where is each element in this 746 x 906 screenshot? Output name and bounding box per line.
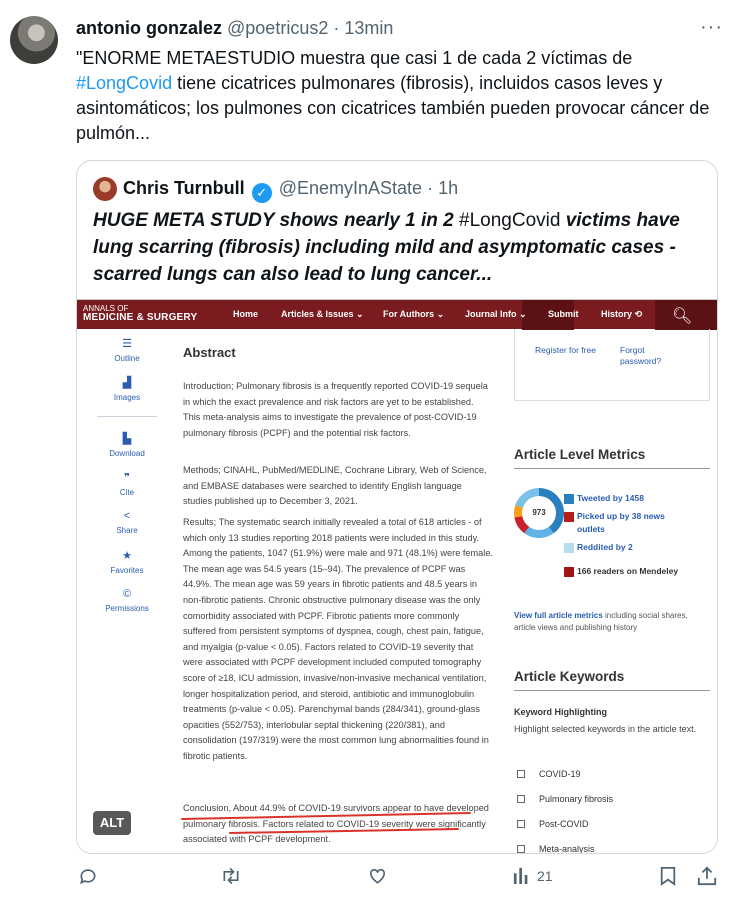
views-icon[interactable] [513, 866, 553, 890]
retweet-icon[interactable] [220, 866, 242, 892]
sidebar-cite: ❞ Cite [97, 471, 157, 497]
quote-author-name[interactable]: Chris Turnbull [123, 178, 245, 198]
timestamp[interactable]: 13min [344, 18, 394, 38]
list-icon: ☰ [122, 338, 132, 350]
checkbox-icon [517, 820, 525, 828]
journal-navbar [77, 299, 718, 329]
quote-timestamp[interactable]: 1h [438, 178, 459, 198]
share-icon: < [123, 510, 131, 522]
checkbox-icon [517, 845, 525, 853]
metrics-title: Article Level Metrics [514, 447, 646, 462]
altmetric-score: 973 [522, 496, 556, 530]
forgot-password-link: Forgot password? [620, 345, 662, 366]
nav-history: History ⟲ [601, 309, 643, 319]
author-handle[interactable]: @poetricus2 [227, 18, 329, 38]
quote-avatar[interactable] [93, 177, 117, 201]
separator: · [333, 18, 340, 38]
more-horizontal-icon[interactable]: ··· [700, 16, 723, 38]
abstract-results: Results; The systematic search initially revealed a total of 618 articles - of which only 13 studies reporting 2018 patients were included in this study. Among the patients, 1047 (51.9%) were male and 971 (48.1%) were female. The mean age was 54.5 years (15–94). The prevalence of PCPF was 44.9%. The mean age was 59 years in fibrotic patients and 48.5 years in non-fibrotic patients. Chronic obstructive pulmonary disease was the only comorbidity associated with PCPF. Fibrotic patients more commonly suffered from persistent symptoms of dyspnea, cough, chest pain, fatigue, and myalgia (p-value < 0.05). Factors related to COVID-19 severity that were associated with PCPF development included computed tomography score of ≥18, ICU admission, invasive/non-invasive mechanical ventilation, longer hospitalization period, and steroid, antibiotic and immunoglobulin treatments (p-value < 0.05). Parenchymal bands (284/341), ground-glass opacities (552/753), interlobular septal thickening (220/381), and consolidation (197/319) were the most common lung abnormalities found in fibrotic patients. [183, 517, 493, 761]
quote-text-pre: HUGE META STUDY shows nearly 1 in 2 [93, 210, 460, 231]
abstract-methods: Methods; CINAHL, PubMed/MEDLINE, Cochrane Library, Web of Science, and EMBASE databases were searched to identify English language studies published up to December 3, 2021. [183, 465, 487, 507]
metric-reddit: Reddited by 2 [577, 541, 633, 554]
keywords-title: Article Keywords [514, 669, 625, 684]
author-name[interactable]: antonio gonzalez [76, 18, 222, 38]
verified-badge-icon: ✓ [252, 183, 272, 203]
checkbox-icon [517, 795, 525, 803]
sidebar-download: ▙ Download [97, 432, 157, 458]
quote-hashtag[interactable]: #LongCovid [459, 210, 561, 231]
views-count: 21 [537, 868, 553, 884]
tweet-text-pre: "ENORME METAESTUDIO muestra que casi 1 de cada 2 víctimas de [76, 48, 633, 68]
abstract-introduction: Introduction; Pulmonary fibrosis is a frequently reported COVID-19 sequela in which the exact prevalence and risk factors are yet to be established. This meta-analysis aims to investigate the prevalence of post-COVID-19 pulmonary fibrosis (PCPF) and the potential risk factors. [183, 381, 488, 438]
avatar[interactable] [10, 16, 58, 64]
register-link: Register for free [535, 345, 596, 355]
logo-line2: MEDICINE & SURGERY [83, 312, 198, 323]
heart-icon[interactable] [367, 866, 388, 892]
full-metrics-text: View full article metrics including social shares, article views and publishing history [514, 611, 688, 632]
abstract-conclusion: Conclusion, About 44.9% of COVID-19 survivors appear to have developed pulmonary fibrosis. Factors related to COVID-19 severity were significantly associated with PCPF development. [183, 803, 489, 845]
pdf-icon: ▙ [122, 433, 132, 445]
quote-icon: ❞ [124, 472, 130, 484]
image-icon: ▟ [122, 377, 132, 389]
reply-icon[interactable] [78, 866, 98, 892]
sidebar-favorites: ★ Favorites [97, 549, 157, 575]
metric-tweets: Tweeted by 1458 [577, 492, 644, 505]
nav-articles: Articles & Issues ⌄ [281, 309, 364, 319]
metric-news: Picked up by 38 news outlets [577, 510, 687, 536]
attached-image[interactable] [77, 299, 718, 854]
sidebar-permissions: © Permissions [97, 588, 157, 613]
metric-mendeley: 166 readers on Mendeley [577, 565, 687, 578]
keyword-item: Pulmonary fibrosis [517, 794, 613, 804]
tweet-text-post: tiene cicatrices pulmonares (fibrosis), incluidos casos leves y asintomáticos; los pulmones con cicatrices también pueden provocar cáncer de pulmón... [76, 73, 710, 143]
search-icon: 🔍︎ [672, 308, 693, 325]
sidebar-outline: ☰ Outline [97, 337, 157, 363]
hashtag-link[interactable]: #LongCovid [76, 73, 173, 93]
nav-home: Home [233, 309, 259, 319]
quote-text-post: victims have lung scarring (fibrosis) including mild and asymptomatic cases - scarred lungs can also lead to lung cancer... [93, 210, 680, 285]
logo-line1: ANNALS OF [83, 304, 129, 313]
alt-text-badge[interactable]: ALT [93, 811, 131, 835]
sidebar-share: < Share [97, 510, 157, 535]
tweet-text [76, 46, 716, 146]
nav-journal-info: Journal Info ⌄ [465, 309, 527, 319]
tweet-header [76, 18, 393, 39]
full-metrics-link: View full article metrics [514, 611, 603, 620]
quote-author-handle[interactable]: @EnemyInAState [278, 178, 423, 198]
quote-separator: · [427, 178, 434, 198]
sidebar-images: ▟ Images [97, 376, 157, 402]
login-box [514, 329, 710, 401]
altmetric-donut [514, 488, 564, 538]
checkbox-icon [517, 770, 525, 778]
nav-submit: Submit [548, 309, 579, 319]
keyword-item: COVID-19 [517, 769, 581, 779]
action-bar [0, 866, 746, 896]
copyright-icon: © [122, 588, 132, 600]
quote-header [123, 178, 458, 203]
keyword-highlighting-label: Keyword Highlighting [514, 707, 607, 717]
nav-authors: For Authors ⌄ [383, 309, 445, 319]
star-icon: ★ [122, 550, 132, 562]
share-icon[interactable] [697, 866, 717, 892]
journal-logo [83, 304, 197, 322]
keyword-description: Highlight selected keywords in the article text. [514, 724, 697, 734]
keyword-item: Post-COVID [517, 819, 589, 829]
keyword-item: Meta-analysis [517, 844, 595, 854]
quote-text [93, 207, 703, 288]
abstract-title: Abstract [183, 345, 236, 360]
quoted-tweet[interactable] [76, 160, 718, 854]
bookmark-icon[interactable] [659, 866, 677, 892]
